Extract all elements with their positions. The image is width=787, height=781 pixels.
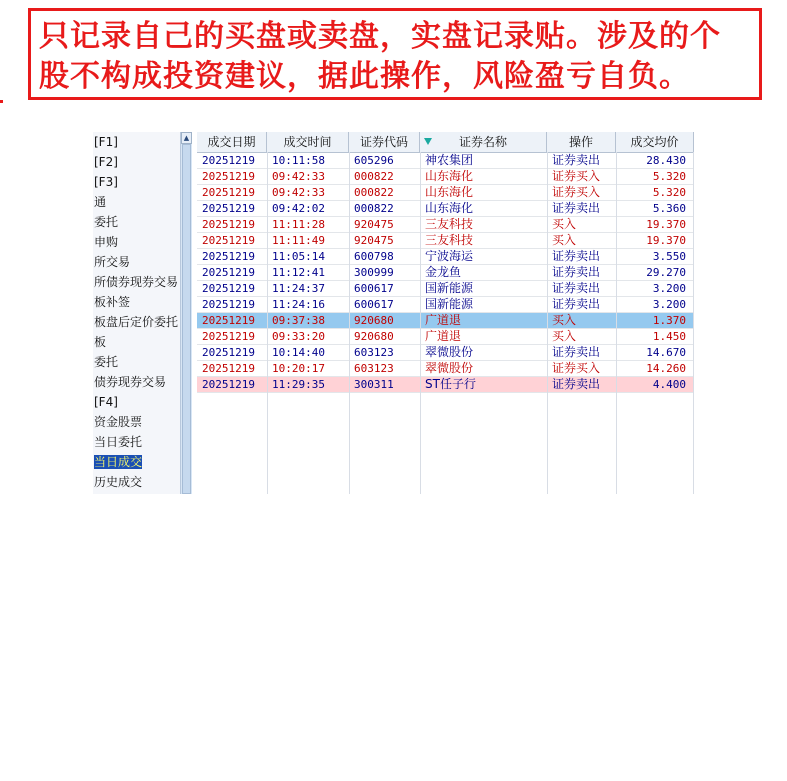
col-operation-cell: 证券买入 [552, 169, 601, 183]
sidebar-item[interactable] [93, 412, 180, 432]
table-row[interactable] [197, 345, 694, 361]
col-trade-time-cell: 11:24:16 [272, 298, 325, 311]
col-avg-price-header[interactable] [616, 132, 694, 152]
disclaimer-line-1: 只记录自己的买盘或卖盘，实盘记录贴。涉及的个 [39, 19, 721, 54]
col-avg-price-cell: 29.270 [646, 266, 686, 279]
col-stock-code-cell: 920475 [354, 234, 394, 247]
column-divider [616, 152, 617, 494]
header-label: 成交日期 [207, 135, 256, 149]
col-operation-header[interactable] [547, 132, 616, 152]
col-avg-price-cell: 19.370 [646, 234, 686, 247]
table-row[interactable] [197, 233, 694, 249]
red-dot [0, 100, 3, 103]
table-row[interactable] [197, 153, 694, 169]
table-row[interactable] [197, 201, 694, 217]
col-trade-time-cell: 11:29:35 [272, 378, 325, 391]
sidebar-item-label: 当日成交 [94, 455, 143, 469]
col-operation-cell: 证券卖出 [552, 345, 601, 359]
col-operation-cell: 证券卖出 [552, 153, 601, 167]
col-trade-date-cell: 20251219 [202, 314, 255, 327]
col-trade-date-cell: 20251219 [202, 218, 255, 231]
col-trade-time-cell: 10:11:58 [272, 154, 325, 167]
col-trade-date-cell: 20251219 [202, 234, 255, 247]
sidebar-item-label: 当日委托 [94, 435, 143, 449]
sidebar-item[interactable] [93, 232, 180, 252]
sidebar-item-label: 板补签 [94, 295, 131, 309]
col-stock-code-cell: 603123 [354, 346, 394, 359]
col-trade-time-cell: 11:24:37 [272, 282, 325, 295]
trade-table [197, 132, 694, 494]
sidebar-item-label: 板盘后定价委托 [94, 315, 179, 329]
sidebar-item-label: 委托 [94, 355, 119, 369]
col-avg-price-cell: 3.200 [652, 298, 686, 311]
header-label: 证券代码 [359, 135, 408, 149]
col-operation-cell: 买入 [552, 313, 577, 327]
col-avg-price-cell: 14.670 [646, 346, 686, 359]
col-stock-name-cell: 山东海化 [425, 185, 474, 199]
sidebar-item[interactable] [93, 252, 180, 272]
col-avg-price-cell: 1.450 [652, 330, 686, 343]
header-label: 成交均价 [630, 135, 679, 149]
col-stock-code-header[interactable] [349, 132, 420, 152]
sidebar-item[interactable] [93, 332, 180, 352]
disclaimer-line-2: 股不构成投资建议，据此操作，风险盈亏自负。 [39, 59, 690, 94]
col-stock-name-cell: 国新能源 [425, 297, 474, 311]
col-operation-cell: 证券买入 [552, 185, 601, 199]
col-trade-date-cell: 20251219 [202, 346, 255, 359]
table-header [197, 132, 694, 153]
col-avg-price-cell: 5.320 [652, 186, 686, 199]
table-row[interactable] [197, 361, 694, 377]
col-trade-date-cell: 20251219 [202, 170, 255, 183]
col-trade-time-cell: 09:42:33 [272, 170, 325, 183]
col-stock-code-cell: 920680 [354, 314, 394, 327]
col-stock-name-cell: 翠微股份 [425, 361, 474, 375]
col-trade-time-cell: 10:20:17 [272, 362, 325, 375]
disclaimer-banner [28, 8, 762, 100]
col-trade-date-cell: 20251219 [202, 250, 255, 263]
col-trade-date-cell: 20251219 [202, 266, 255, 279]
header-label: 成交时间 [283, 135, 332, 149]
sidebar-item[interactable] [93, 152, 180, 172]
function-sidebar [93, 132, 180, 494]
col-trade-time-header[interactable] [267, 132, 349, 152]
col-trade-time-cell: 09:33:20 [272, 330, 325, 343]
sidebar-item[interactable] [93, 292, 180, 312]
sidebar-item[interactable] [93, 472, 180, 492]
col-stock-code-cell: 600617 [354, 298, 394, 311]
sidebar-item[interactable] [93, 172, 180, 192]
sidebar-item-label: 板 [94, 335, 107, 349]
sidebar-item-label: 通 [94, 195, 107, 209]
col-stock-name-cell: 金龙鱼 [425, 265, 462, 279]
col-operation-cell: 买入 [552, 329, 577, 343]
sidebar-item[interactable] [93, 132, 180, 152]
sidebar-item-label: 历史成交 [94, 475, 143, 489]
table-row[interactable] [197, 265, 694, 281]
col-trade-time-cell: 11:11:49 [272, 234, 325, 247]
table-row[interactable] [197, 281, 694, 297]
header-label: 证券名称 [458, 135, 507, 149]
sidebar-item-label: [F1] [94, 135, 118, 149]
table-row[interactable] [197, 313, 694, 329]
sidebar-item[interactable] [93, 212, 180, 232]
col-operation-cell: 证券卖出 [552, 281, 601, 295]
col-trade-date-cell: 20251219 [202, 154, 255, 167]
col-trade-time-cell: 09:42:33 [272, 186, 325, 199]
sidebar-item-label: 资金股票 [94, 415, 143, 429]
table-row[interactable] [197, 329, 694, 345]
sidebar-item-label: 所交易 [94, 255, 131, 269]
col-avg-price-cell: 28.430 [646, 154, 686, 167]
column-divider [267, 152, 268, 494]
col-stock-name-cell: 广道退 [425, 313, 462, 327]
col-trade-date-cell: 20251219 [202, 298, 255, 311]
col-operation-cell: 证券卖出 [552, 297, 601, 311]
col-operation-cell: 证券卖出 [552, 265, 601, 279]
col-avg-price-cell: 14.260 [646, 362, 686, 375]
header-label: 操作 [568, 135, 593, 149]
col-stock-name-cell: 三友科技 [425, 217, 474, 231]
col-stock-name-cell: 翠微股份 [425, 345, 474, 359]
col-avg-price-cell: 4.400 [652, 378, 686, 391]
sidebar-item-label: [F4] [94, 395, 118, 409]
col-trade-date-cell: 20251219 [202, 282, 255, 295]
col-trade-date-cell: 20251219 [202, 186, 255, 199]
scroll-up-arrow-icon[interactable]: ▲ [181, 132, 192, 144]
scroll-thumb[interactable] [182, 144, 191, 494]
table-row[interactable] [197, 297, 694, 313]
table-row[interactable] [197, 185, 694, 201]
column-divider [420, 152, 421, 494]
col-stock-name-cell: 国新能源 [425, 281, 474, 295]
sort-down-icon[interactable] [424, 138, 432, 145]
col-stock-code-cell: 920680 [354, 330, 394, 343]
column-divider [693, 152, 694, 494]
table-body [197, 153, 694, 393]
trading-window [93, 132, 694, 494]
col-avg-price-cell: 5.320 [652, 170, 686, 183]
sidebar-item-label: 委托 [94, 215, 119, 229]
col-avg-price-cell: 19.370 [646, 218, 686, 231]
col-trade-date-header[interactable] [197, 132, 267, 152]
col-trade-date-cell: 20251219 [202, 330, 255, 343]
col-stock-code-cell: 300311 [354, 378, 394, 391]
col-stock-code-cell: 300999 [354, 266, 394, 279]
col-stock-name-cell: 广道退 [425, 329, 462, 343]
col-avg-price-cell: 3.200 [652, 282, 686, 295]
table-row[interactable] [197, 377, 694, 393]
col-trade-date-cell: 20251219 [202, 362, 255, 375]
sidebar-item[interactable] [93, 192, 180, 212]
sidebar-item[interactable] [93, 312, 180, 332]
col-stock-code-cell: 920475 [354, 218, 394, 231]
col-trade-time-cell: 09:37:38 [272, 314, 325, 327]
col-stock-name-cell: 神农集团 [425, 153, 474, 167]
table-row[interactable] [197, 217, 694, 233]
col-stock-code-cell: 603123 [354, 362, 394, 375]
col-trade-time-cell: 10:14:40 [272, 346, 325, 359]
sidebar-item-label: [F2] [94, 155, 118, 169]
sidebar-item[interactable] [93, 392, 180, 412]
col-stock-code-cell: 000822 [354, 202, 394, 215]
sidebar-item[interactable] [93, 272, 180, 292]
col-stock-code-cell: 600617 [354, 282, 394, 295]
col-avg-price-cell: 1.370 [652, 314, 686, 327]
col-stock-code-cell: 000822 [354, 186, 394, 199]
col-stock-name-cell: 山东海化 [425, 169, 474, 183]
col-stock-name-header[interactable] [420, 132, 547, 152]
sidebar-item[interactable] [93, 432, 180, 452]
table-row[interactable] [197, 249, 694, 265]
col-operation-cell: 证券卖出 [552, 249, 601, 263]
col-trade-date-cell: 20251219 [202, 378, 255, 391]
disclaimer-text [39, 17, 755, 97]
col-trade-time-cell: 11:11:28 [272, 218, 325, 231]
col-stock-name-cell: ST任子行 [425, 377, 476, 391]
col-operation-cell: 证券卖出 [552, 201, 601, 215]
col-stock-name-cell: 山东海化 [425, 201, 474, 215]
col-trade-time-cell: 09:42:02 [272, 202, 325, 215]
sidebar-item[interactable] [93, 352, 180, 372]
column-divider [349, 152, 350, 494]
col-stock-name-cell: 宁波海运 [425, 249, 474, 263]
sidebar-item-label: 债券现券交易 [94, 375, 167, 389]
col-operation-cell: 买入 [552, 217, 577, 231]
col-operation-cell: 买入 [552, 233, 577, 247]
col-trade-time-cell: 11:05:14 [272, 250, 325, 263]
sidebar-item-label: 所债券现券交易 [94, 275, 179, 289]
col-trade-time-cell: 11:12:41 [272, 266, 325, 279]
col-stock-name-cell: 三友科技 [425, 233, 474, 247]
sidebar-item[interactable] [93, 372, 180, 392]
sidebar-item[interactable] [93, 452, 180, 472]
table-row[interactable] [197, 169, 694, 185]
col-stock-code-cell: 605296 [354, 154, 394, 167]
sidebar-scrollbar[interactable] [180, 132, 192, 494]
col-trade-date-cell: 20251219 [202, 202, 255, 215]
sidebar-item-label: 申购 [94, 235, 119, 249]
col-operation-cell: 证券买入 [552, 361, 601, 375]
col-avg-price-cell: 5.360 [652, 202, 686, 215]
col-avg-price-cell: 3.550 [652, 250, 686, 263]
column-divider [547, 152, 548, 494]
col-stock-code-cell: 000822 [354, 170, 394, 183]
col-operation-cell: 证券卖出 [552, 377, 601, 391]
col-stock-code-cell: 600798 [354, 250, 394, 263]
sidebar-item-label: [F3] [94, 175, 118, 189]
